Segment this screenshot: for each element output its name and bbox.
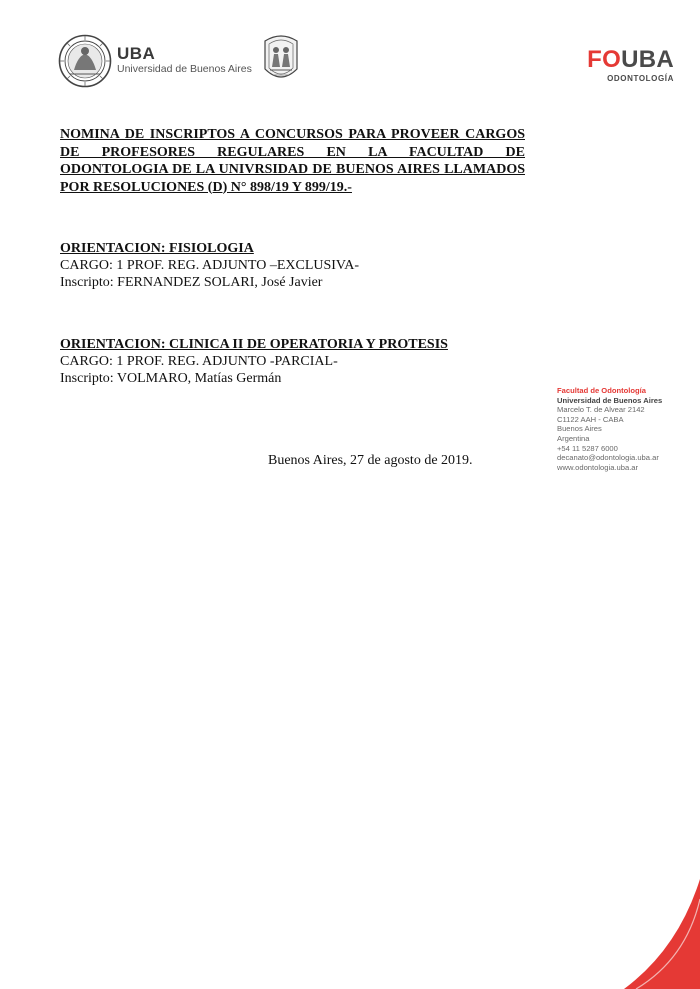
faculty-seal-icon: [262, 33, 300, 85]
uba-wordmark: [117, 45, 252, 76]
uba-seal-icon: [58, 34, 112, 88]
section-inscripto: Inscripto: VOLMARO, Matías Germán: [60, 371, 282, 386]
contact-faculty: Facultad de Odontología: [557, 386, 647, 395]
section-cargo: CARGO: 1 PROF. REG. ADJUNTO –EXCLUSIVA-: [60, 258, 360, 273]
contact-block: [557, 386, 687, 472]
contact-country: Argentina: [557, 433, 590, 443]
contact-web: www.odontologia.uba.ar: [557, 462, 639, 472]
uba-name: UBA: [117, 44, 156, 63]
contact-address: Marcelo T. de Alvear 2142: [557, 405, 645, 415]
section-title: ORIENTACION: FISIOLOGIA: [60, 241, 254, 256]
section-inscripto: Inscripto: FERNANDEZ SOLARI, José Javier: [60, 275, 323, 290]
date-line: Buenos Aires, 27 de agosto de 2019.: [268, 453, 473, 468]
fo-uba-logo: [556, 48, 674, 88]
contact-phone: +54 11 5287 6000: [557, 443, 618, 453]
contact-postal: C1122 AAH - CABA: [557, 414, 624, 424]
section-fisiologia: [60, 240, 540, 291]
corner-swoosh-icon: [590, 879, 700, 989]
uba-subtitle: Universidad de Buenos Aires: [117, 63, 252, 75]
section-title: ORIENTACION: CLINICA II DE OPERATORIA Y PROTESIS: [60, 337, 448, 352]
fo-logo-subtitle: ODONTOLOGÍA: [607, 74, 674, 83]
document-heading: NOMINA DE INSCRIPTOS A CONCURSOS PARA PROVEER CARGOS DE PROFESORES REGULARES EN LA FACULTAD DE ODONTOLOGIA DE LA UNIVRSIDAD DE BUENOS AIRES LLAMADOS POR RESOLUCIONES (D) N° 898/19 Y 899/19.-: [60, 127, 525, 195]
fo-logo-left: FO: [587, 46, 622, 73]
fo-logo-right: UBA: [621, 46, 674, 73]
contact-city: Buenos Aires: [557, 424, 602, 434]
contact-university: Universidad de Buenos Aires: [557, 395, 663, 405]
contact-email: decanato@odontologia.uba.ar: [557, 453, 659, 463]
section-clinica-ii: [60, 336, 540, 387]
section-cargo: CARGO: 1 PROF. REG. ADJUNTO -PARCIAL-: [60, 354, 338, 369]
